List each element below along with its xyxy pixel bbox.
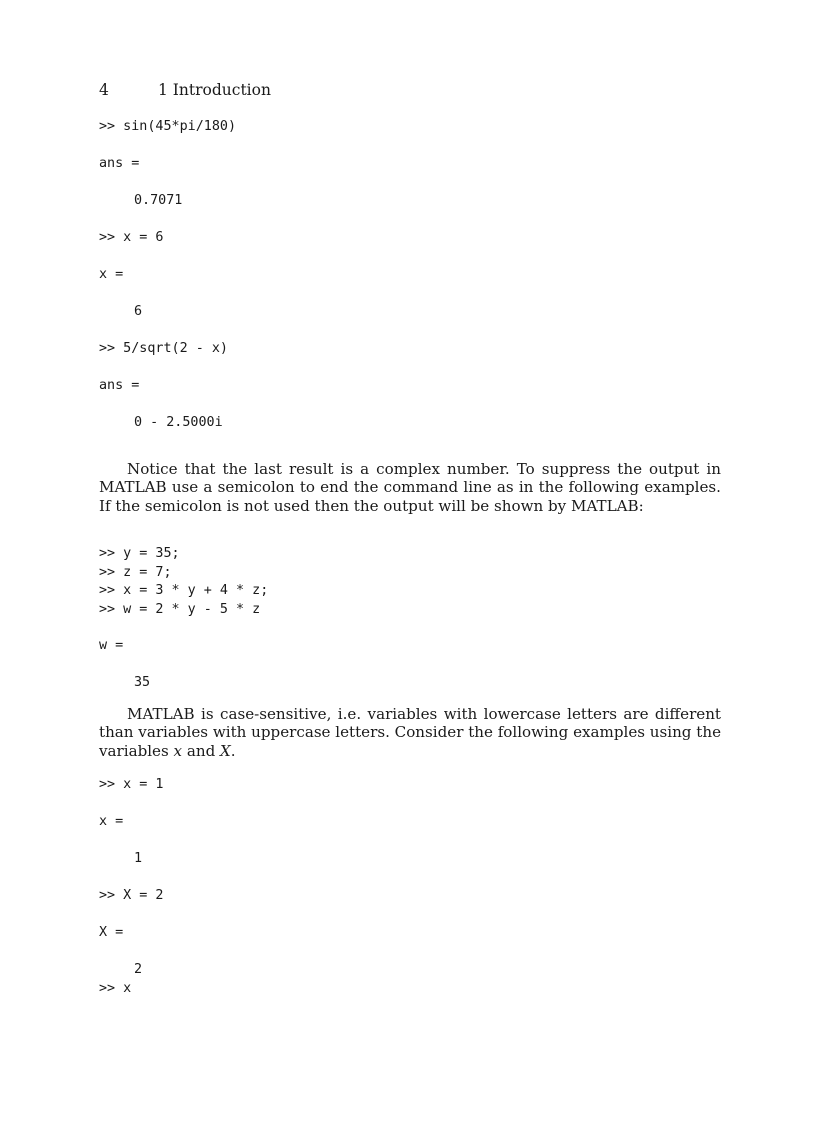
code-output-value: 6	[134, 304, 143, 319]
chapter-title: 1 Introduction	[158, 81, 271, 99]
code-line: >> 5/sqrt(2 - x)	[99, 341, 228, 356]
code-output-value: 0.7071	[134, 193, 183, 208]
code-output-value: 2	[134, 962, 143, 977]
code-line: >> x = 3 * y + 4 * z;	[99, 583, 269, 598]
code-output-label: ans =	[99, 156, 140, 171]
paragraph-text: in MATLAB use a semicolon to end the command line as in the following	[99, 460, 721, 497]
code-output-value: 0 - 2.5000i	[134, 415, 223, 430]
code-line: >> w = 2 * y - 5 * z	[99, 601, 261, 617]
page	[99, 0, 721, 1123]
code-output-label: X =	[99, 925, 124, 940]
code-line: >> X = 2	[99, 888, 164, 903]
code-output-label: x =	[99, 267, 124, 282]
code-line: >> z = 7;	[99, 564, 172, 580]
math-variable: X	[220, 741, 231, 760]
paragraph-text: the variables	[99, 723, 722, 760]
body-paragraph	[99, 460, 721, 515]
paragraph-text: MATLAB is case-sensitive, i.e. variables with lowercase letters are different	[127, 705, 721, 723]
code-output-value: 1	[134, 851, 143, 866]
paragraph-text: examples. If the semicolon is not used then the output will be shown by	[99, 478, 721, 515]
page-number: 4	[99, 81, 109, 99]
paragraph-text: than variables with uppercase letters. Consider the following examples using	[99, 723, 692, 742]
paragraph-text: Notice that the last result is a complex number. To suppress the output	[127, 460, 700, 478]
body-paragraph	[99, 705, 721, 760]
code-line: >> y = 35;	[99, 546, 180, 561]
code-output-label: w =	[99, 638, 124, 653]
code-line: >> x = 6	[99, 230, 164, 245]
paragraph-text: MATLAB:	[571, 496, 644, 515]
math-variable: x	[173, 741, 183, 760]
code-line: >> x = 1	[99, 777, 164, 792]
code-output-label: ans =	[99, 378, 140, 393]
code-line: >> x	[99, 981, 132, 996]
code-line: >> sin(45*pi/180)	[99, 119, 237, 134]
code-output-value: 35	[134, 675, 151, 690]
code-output-label: x =	[99, 814, 124, 829]
running-header	[99, 80, 271, 100]
paragraph-text: and	[182, 741, 221, 760]
paragraph-text: .	[230, 741, 236, 760]
